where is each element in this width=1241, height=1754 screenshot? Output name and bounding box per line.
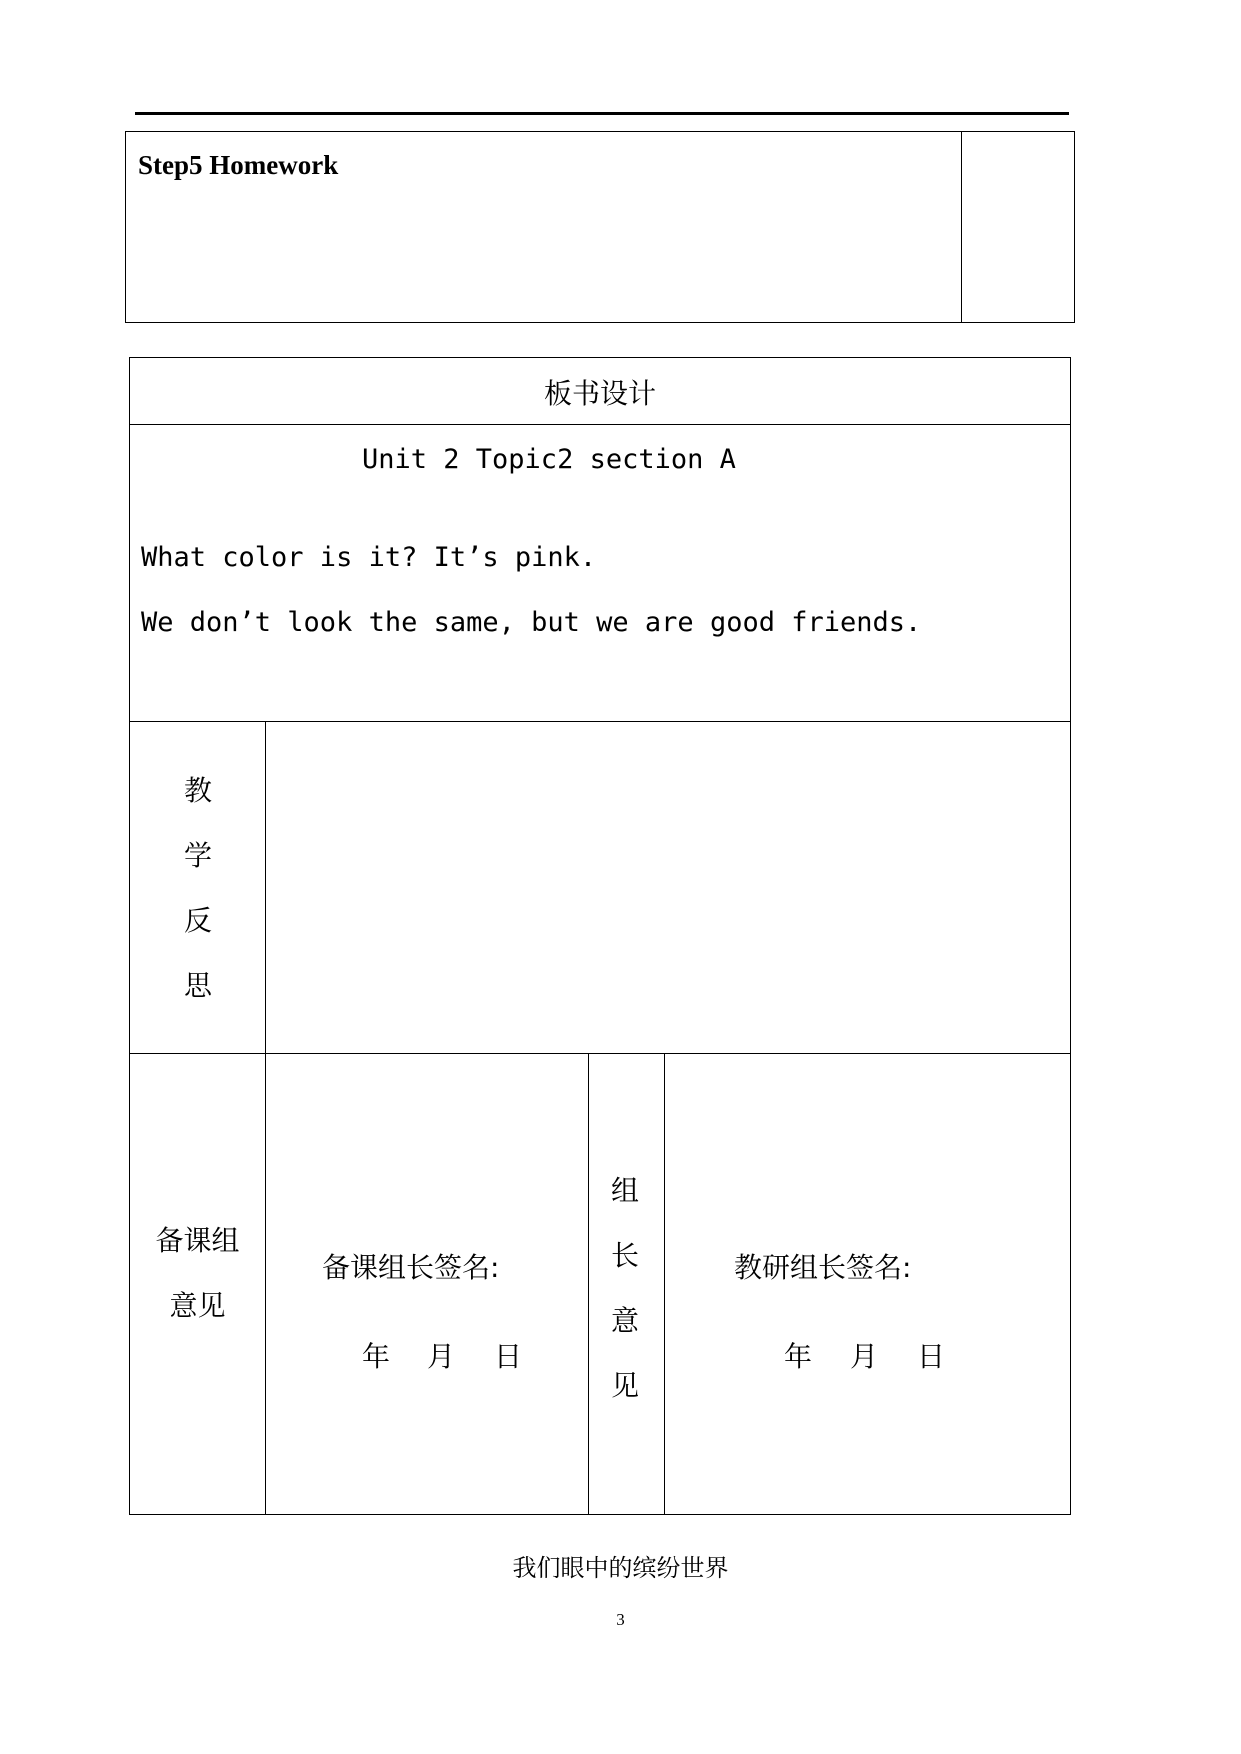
footer-text: 我们眼中的缤纷世界 (512, 1554, 729, 1582)
reflection-label-char: 教 (183, 774, 212, 807)
lesson-table (129, 357, 1071, 1515)
prep-leader-signature-label: 备课组长签名: (322, 1251, 500, 1284)
prep-group-opinion-label (130, 1208, 265, 1338)
prep-date-row (130, 1335, 588, 1375)
reflection-label-char: 学 (183, 839, 212, 872)
date-year: 年 (362, 1340, 391, 1373)
board-design-title: 板书设计 (543, 376, 656, 410)
header-rule (135, 112, 1069, 115)
homework-table (125, 131, 1075, 323)
date-month: 月 (427, 1340, 456, 1373)
board-line-1: What color is it? It’s pink. (141, 542, 597, 573)
date-month: 月 (850, 1340, 879, 1373)
page-number: 3 (616, 1610, 625, 1629)
homework-cell (126, 132, 962, 322)
row-divider (130, 721, 1070, 722)
unit-title: Unit 2 Topic2 section A (362, 444, 736, 475)
column-divider (664, 1053, 665, 1515)
prep-group-label-line: 意见 (169, 1289, 226, 1322)
row-divider (130, 1053, 1070, 1054)
leader-label-char: 长 (610, 1239, 639, 1272)
column-divider (265, 721, 266, 1515)
reflection-label-char: 反 (183, 904, 212, 937)
research-leader-signature-label: 教研组长签名: (734, 1251, 912, 1284)
date-year: 年 (784, 1340, 813, 1373)
date-day: 日 (494, 1340, 523, 1373)
reflection-label-char: 思 (183, 969, 212, 1002)
date-day: 日 (917, 1340, 946, 1373)
leader-label-char: 意 (610, 1304, 639, 1337)
group-leader-opinion-label (605, 1158, 645, 1418)
column-divider (588, 1053, 589, 1515)
homework-title: Step5 Homework (138, 150, 339, 180)
board-line-2: We don’t look the same, but we are good friends. (141, 607, 922, 638)
leader-label-char: 见 (610, 1369, 639, 1402)
research-date-row (664, 1335, 1070, 1375)
reflection-label (178, 758, 218, 1018)
prep-group-label-line: 备课组 (155, 1224, 240, 1257)
leader-label-char: 组 (610, 1174, 639, 1207)
